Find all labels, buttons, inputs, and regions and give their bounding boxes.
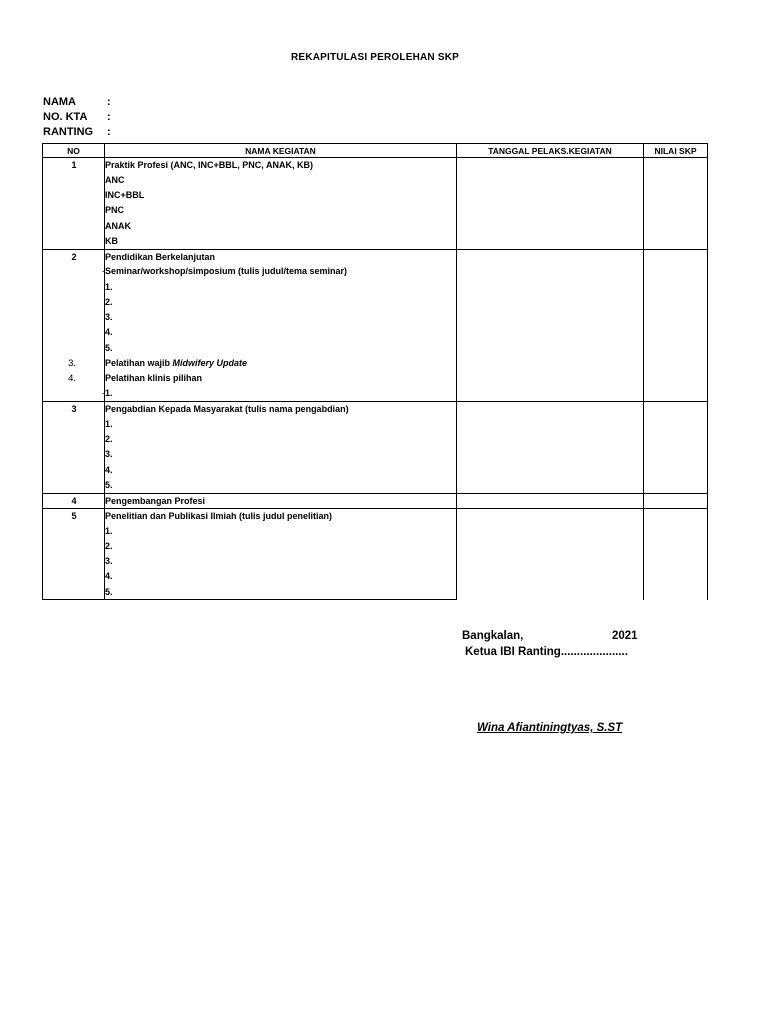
signature-role: Ketua IBI Ranting..................... — [465, 646, 628, 658]
activity-name-text: Pendidikan Berkelanjutan — [105, 251, 216, 262]
activity-name — [105, 402, 349, 414]
activity-name — [105, 219, 131, 231]
activity-name — [105, 280, 113, 292]
activity-name-text: 3. — [105, 312, 113, 322]
table-row — [43, 158, 708, 173]
activity-name — [105, 494, 205, 506]
header-activity-name: NAMA KEGIATAN — [105, 144, 457, 158]
activity-name-text: 2. — [105, 434, 113, 444]
cell-activity-name — [105, 463, 457, 478]
cell-no — [43, 188, 105, 203]
cell-activity-name — [105, 249, 457, 264]
activity-name — [105, 234, 118, 246]
cell-no — [43, 295, 105, 310]
activity-name — [105, 447, 113, 459]
activity-name — [105, 371, 202, 383]
activity-name-text: 3. — [105, 449, 113, 460]
cell-no — [43, 386, 105, 401]
cell-activity-name — [105, 524, 457, 539]
activity-name-text: KB — [105, 235, 118, 246]
cell-implementation-date — [457, 508, 644, 600]
cell-no — [43, 508, 105, 523]
cell-skp-value — [644, 249, 708, 402]
table-body — [43, 158, 708, 600]
cell-no — [43, 539, 105, 554]
identity-label: NAMA — [43, 96, 76, 108]
activity-name-text: Pengabdian Kepada Masyarakat (tulis nama pengabdian) — [105, 404, 349, 414]
activity-name-text: Penelitian dan Publikasi Ilmiah (tulis judul penelitian) — [105, 510, 333, 521]
cell-skp-value — [644, 493, 708, 508]
row-number: 1 — [71, 160, 77, 170]
activity-name — [105, 295, 113, 307]
row-subnumber: 3. — [68, 357, 76, 369]
cell-activity-name — [105, 585, 457, 600]
cell-no — [43, 447, 105, 462]
activity-name — [105, 188, 144, 200]
activity-name — [105, 203, 124, 215]
cell-no — [43, 524, 105, 539]
row-number: 5 — [71, 510, 77, 521]
table-row — [43, 508, 708, 523]
cell-activity-name — [105, 341, 457, 356]
cell-implementation-date — [457, 493, 644, 508]
cell-activity-name — [105, 447, 457, 462]
activity-name-text: 4. — [105, 464, 113, 475]
cell-no — [43, 325, 105, 340]
row-dash: - — [102, 266, 105, 277]
activity-name — [105, 509, 332, 521]
activity-name — [105, 250, 215, 262]
activity-name-text: 2. — [105, 540, 113, 551]
cell-activity-name — [105, 234, 457, 249]
cell-activity-name — [105, 158, 457, 173]
identity-colon: : — [107, 111, 111, 123]
activity-name-text: 1. — [105, 388, 113, 399]
cell-activity-name — [105, 188, 457, 203]
activity-name — [105, 386, 113, 398]
row-number: 4 — [71, 495, 77, 506]
cell-implementation-date — [457, 158, 644, 250]
activity-name — [105, 417, 113, 429]
cell-no — [43, 280, 105, 295]
cell-no — [43, 478, 105, 493]
activity-name — [105, 310, 113, 322]
cell-activity-name — [105, 402, 457, 417]
cell-no — [43, 417, 105, 432]
activity-name-text: 1. — [105, 281, 113, 292]
activity-name-text: ANAK — [105, 220, 131, 231]
document-title: REKAPITULASI PEROLEHAN SKP — [291, 52, 459, 63]
cell-no — [43, 341, 105, 356]
cell-no — [43, 432, 105, 447]
table-row — [43, 249, 708, 264]
header-skp-value: NILAI SKP — [644, 144, 708, 158]
activity-name-italic: Midwifery Update — [172, 357, 248, 368]
cell-no — [43, 554, 105, 569]
activity-name-text: Praktik Profesi (ANC, INC+BBL, PNC, ANAK, KB) — [105, 160, 313, 170]
activity-name-text: Pelatihan klinis pilihan — [105, 373, 203, 383]
cell-activity-name — [105, 371, 457, 386]
activity-name — [105, 478, 113, 490]
activity-name-text: 5. — [105, 342, 113, 353]
cell-no — [43, 402, 105, 417]
cell-activity-name — [105, 203, 457, 218]
cell-activity-name — [105, 554, 457, 569]
cell-activity-name — [105, 173, 457, 188]
activity-name-text: 5. — [105, 479, 113, 490]
signature-year: 2021 — [612, 630, 638, 642]
identity-label: RANTING — [43, 126, 94, 138]
activity-name-text: 3. — [105, 556, 113, 566]
identity-label: NO. KTA — [43, 111, 88, 123]
cell-activity-name — [105, 493, 457, 508]
identity-colon: : — [107, 96, 111, 108]
header-implementation-date: TANGGAL PELAKS.KEGIATAN — [457, 144, 644, 158]
cell-activity-name — [105, 264, 457, 279]
cell-no — [43, 264, 105, 279]
activity-name-text: ANC — [105, 174, 125, 185]
cell-activity-name — [105, 417, 457, 432]
row-subnumber: 4. — [68, 373, 76, 384]
activity-name — [105, 554, 113, 566]
skp-table — [42, 143, 708, 600]
cell-no — [43, 371, 105, 386]
cell-no — [43, 173, 105, 188]
activity-name-text: 4. — [105, 327, 113, 338]
cell-no — [43, 310, 105, 325]
signature-place: Bangkalan, — [462, 630, 524, 642]
identity-colon: : — [107, 126, 111, 138]
activity-name — [105, 539, 113, 551]
activity-name-text: 1. — [105, 525, 113, 536]
activity-name — [105, 264, 347, 276]
header-no: NO — [43, 144, 105, 158]
cell-no — [43, 356, 105, 371]
cell-skp-value — [644, 508, 708, 600]
activity-name-text: Pelatihan wajib — [105, 357, 173, 368]
activity-name-text: 2. — [105, 296, 113, 307]
table-header-row — [43, 144, 708, 158]
cell-activity-name — [105, 356, 457, 371]
cell-activity-name — [105, 508, 457, 523]
cell-no — [43, 569, 105, 584]
cell-skp-value — [644, 158, 708, 250]
signer-name: Wina Afiantiningtyas, S.ST — [477, 722, 623, 734]
activity-name — [105, 341, 113, 353]
cell-activity-name — [105, 386, 457, 401]
cell-activity-name — [105, 325, 457, 340]
activity-name — [105, 158, 313, 170]
cell-activity-name — [105, 569, 457, 584]
activity-name-text: 1. — [105, 418, 113, 429]
cell-activity-name — [105, 432, 457, 447]
cell-activity-name — [105, 539, 457, 554]
row-number: 3 — [71, 404, 77, 414]
activity-name — [105, 325, 113, 337]
cell-activity-name — [105, 295, 457, 310]
activity-name-text: INC+BBL — [105, 190, 145, 200]
cell-no — [43, 585, 105, 600]
table-row — [43, 493, 708, 508]
activity-name-text: Seminar/workshop/simposium (tulis judul/tema seminar) — [105, 266, 348, 277]
cell-implementation-date — [457, 402, 644, 494]
activity-name — [105, 585, 113, 597]
cell-activity-name — [105, 310, 457, 325]
activity-name — [105, 524, 113, 536]
cell-no — [43, 158, 105, 173]
cell-no — [43, 234, 105, 249]
cell-implementation-date — [457, 249, 644, 402]
cell-activity-name — [105, 478, 457, 493]
cell-no — [43, 203, 105, 218]
cell-activity-name — [105, 219, 457, 234]
table-row — [43, 402, 708, 417]
activity-name — [105, 569, 113, 581]
cell-skp-value — [644, 402, 708, 494]
row-number: 2 — [71, 251, 77, 262]
activity-name — [105, 463, 113, 475]
cell-no — [43, 463, 105, 478]
cell-activity-name — [105, 280, 457, 295]
activity-name — [105, 432, 113, 444]
row-dash: - — [102, 388, 105, 399]
cell-no — [43, 493, 105, 508]
activity-name — [105, 356, 247, 368]
activity-name-text: 5. — [105, 586, 113, 597]
activity-name-text: 4. — [105, 571, 113, 582]
activity-name — [105, 173, 125, 185]
activity-name-text: PNC — [105, 205, 125, 216]
cell-no — [43, 219, 105, 234]
activity-name-text: Pengembangan Profesi — [105, 495, 206, 506]
cell-no — [43, 249, 105, 264]
